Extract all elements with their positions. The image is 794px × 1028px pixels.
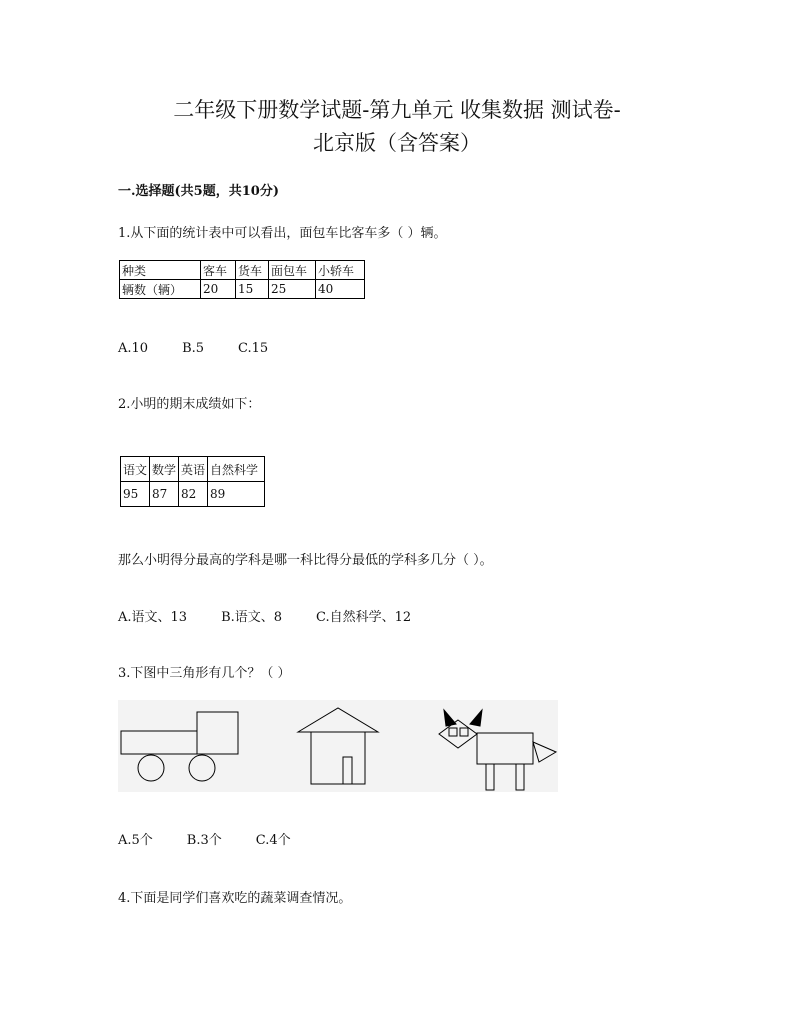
truck-drawing bbox=[121, 712, 238, 781]
option-c[interactable]: C.自然科学、12 bbox=[316, 610, 412, 625]
question-2-options bbox=[118, 606, 445, 625]
table-cell: 面包车 bbox=[269, 261, 316, 280]
option-b[interactable]: B.5 bbox=[182, 341, 205, 356]
section-heading: 一.选择题(共5题，共10分) bbox=[118, 184, 279, 199]
question-1-text: 1.从下面的统计表中可以看出，面包车比客车多（ ）辆。 bbox=[118, 226, 447, 241]
table-cell: 辆数（辆） bbox=[120, 280, 201, 299]
option-b[interactable]: B.3个 bbox=[186, 833, 222, 848]
animal-eye bbox=[460, 728, 468, 736]
table-cell: 货车 bbox=[236, 261, 269, 280]
shapes-figure bbox=[118, 700, 558, 792]
question-2-prompt: 那么小明得分最高的学科是哪一科比得分最低的学科多几分（ ）。 bbox=[118, 553, 493, 568]
table-row bbox=[120, 280, 365, 299]
table-cell: 87 bbox=[150, 482, 179, 507]
page-title-line2: 北京版（含答案） bbox=[313, 131, 481, 155]
question-3-text: 3.下图中三角形有几个？（ ） bbox=[118, 666, 291, 681]
animal-body bbox=[477, 733, 533, 764]
table-cell: 89 bbox=[208, 482, 265, 507]
animal-drawing bbox=[439, 710, 556, 790]
table-cell: 95 bbox=[121, 482, 150, 507]
truck-wheel bbox=[138, 755, 164, 781]
house-roof bbox=[298, 708, 378, 732]
table-cell: 82 bbox=[179, 482, 208, 507]
table-cell: 数学 bbox=[150, 457, 179, 482]
table-cell: 种类 bbox=[120, 261, 201, 280]
question-1-options bbox=[118, 341, 302, 356]
table-cell: 客车 bbox=[201, 261, 236, 280]
table-row bbox=[120, 261, 365, 280]
animal-leg bbox=[486, 764, 494, 790]
house-door bbox=[343, 757, 352, 784]
truck-body bbox=[121, 731, 197, 754]
option-a[interactable]: A.语文、13 bbox=[118, 610, 188, 625]
house-wall bbox=[311, 732, 365, 784]
table-cell: 小轿车 bbox=[316, 261, 365, 280]
animal-eye bbox=[449, 728, 457, 736]
table-cell: 20 bbox=[201, 280, 236, 299]
table-cell: 25 bbox=[269, 280, 316, 299]
truck-wheel bbox=[189, 755, 215, 781]
animal-leg bbox=[516, 764, 524, 790]
animal-tail bbox=[533, 742, 556, 762]
option-a[interactable]: A.10 bbox=[118, 341, 149, 356]
table-cell: 英语 bbox=[179, 457, 208, 482]
page-title-line1: 二年级下册数学试题-第九单元 收集数据 测试卷- bbox=[173, 98, 621, 122]
animal-ear-left bbox=[444, 710, 456, 726]
option-b[interactable]: B.语文、8 bbox=[221, 610, 283, 625]
table-cell: 语文 bbox=[121, 457, 150, 482]
table-row bbox=[121, 482, 265, 507]
option-c[interactable]: C.15 bbox=[238, 341, 269, 356]
option-a[interactable]: A.5个 bbox=[118, 833, 153, 848]
truck-cab bbox=[197, 712, 238, 754]
table-row bbox=[121, 457, 265, 482]
table-cell: 自然科学 bbox=[208, 457, 265, 482]
option-c[interactable]: C.4个 bbox=[255, 833, 291, 848]
question-2-table bbox=[120, 456, 265, 507]
table-cell: 15 bbox=[236, 280, 269, 299]
house-drawing bbox=[298, 708, 378, 784]
question-3-options bbox=[118, 829, 325, 848]
question-4-text: 4.下面是同学们喜欢吃的蔬菜调查情况。 bbox=[118, 891, 352, 906]
animal-ear-right bbox=[470, 710, 482, 726]
question-1-table bbox=[119, 260, 365, 299]
table-cell: 40 bbox=[316, 280, 365, 299]
question-2-text: 2.小明的期末成绩如下： bbox=[118, 397, 261, 412]
